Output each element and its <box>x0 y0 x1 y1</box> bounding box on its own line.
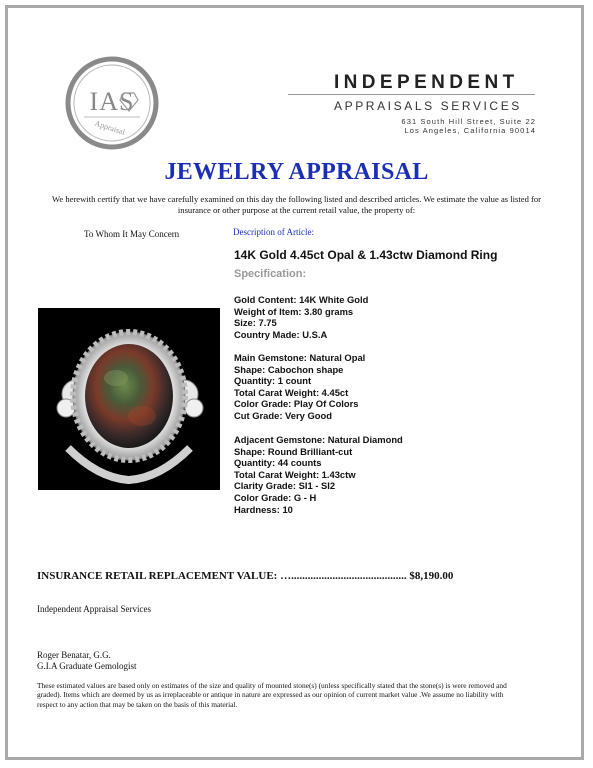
address-line-2: Los Angeles, California 90014 <box>404 126 536 135</box>
spec-line: Adjacent Gemstone: Natural Diamond <box>234 434 403 445</box>
brand-divider <box>288 94 535 95</box>
spec-line: Total Carat Weight: 4.45ct <box>234 386 349 398</box>
spec-line: Main Gemstone: Natural Opal <box>234 352 366 363</box>
brand-name: INDEPENDENT <box>334 72 519 93</box>
spec-line: Country Made: U.S.A <box>234 328 328 340</box>
spec-line: Color Grade: G - H <box>234 491 317 503</box>
company-name: Independent Appraisal Services <box>37 604 151 614</box>
page-title: JEWELRY APPRAISAL <box>164 159 429 185</box>
description-label: Description of Article: <box>233 227 314 237</box>
spec-line: Shape: Cabochon shape <box>234 363 344 375</box>
spec-line: Hardness: 10 <box>234 503 293 515</box>
spec-line: Quantity: 44 counts <box>234 457 322 469</box>
spec-adjacent-gem <box>234 434 403 515</box>
logo-ring-text: Appraisal <box>93 118 127 137</box>
spec-gold <box>234 294 368 340</box>
valuation-amount: $8,190.00 <box>409 570 454 582</box>
spec-line: Weight of Item: 3.80 grams <box>234 305 354 317</box>
spec-line: Clarity Grade: SI1 - SI2 <box>234 480 336 492</box>
appraiser-title: G.I.A Graduate Gemologist <box>37 661 137 671</box>
spec-line: Cut Grade: Very Good <box>234 409 332 421</box>
spec-line: Quantity: 1 count <box>234 375 312 387</box>
brand-subname: APPRAISALS SERVICES <box>334 99 522 113</box>
spec-line: Total Carat Weight: 1.43ctw <box>234 468 356 480</box>
address-line-1: 631 South Hill Street, Suite 22 <box>401 117 536 126</box>
spec-line: Shape: Round Brilliant-cut <box>234 445 353 457</box>
certify-text: We herewith certify that we have carefully examined on this day the following listed and described articles. We estimate the value as listed for insurance or other purpose at the current retail value, the property of: <box>51 194 542 215</box>
specification-label: Specification: <box>234 268 307 280</box>
spec-line: Gold Content: 14K White Gold <box>234 294 369 305</box>
ring-photo <box>38 308 220 490</box>
spec-main-gem <box>234 352 365 422</box>
logo-letters: IAS <box>89 87 135 116</box>
valuation-line <box>37 570 453 582</box>
recipient: To Whom It May Concern <box>84 229 180 239</box>
spec-line: Size: 7.75 <box>234 317 277 329</box>
ias-logo <box>64 55 160 151</box>
appraiser-name: Roger Benatar, G.G. <box>37 650 111 660</box>
valuation-label: INSURANCE RETAIL REPLACEMENT VALUE: <box>37 570 278 582</box>
valuation-dots: ….......................................... <box>280 570 407 582</box>
item-title: 14K Gold 4.45ct Opal & 1.43ctw Diamond Ring <box>234 248 498 262</box>
spec-line: Color Grade: Play Of Colors <box>234 398 359 410</box>
disclaimer: These estimated values are based only on estimates of the size and quality of mounted stone(s) (unless specifically stated that the stone(s) is were removed and graded). Items which are deemed by us as irreplaceable or antique in nature are expressed as our opinion of current market value .We assume no liability with respect to any action that may be taken on the basis of this material. <box>37 681 507 709</box>
